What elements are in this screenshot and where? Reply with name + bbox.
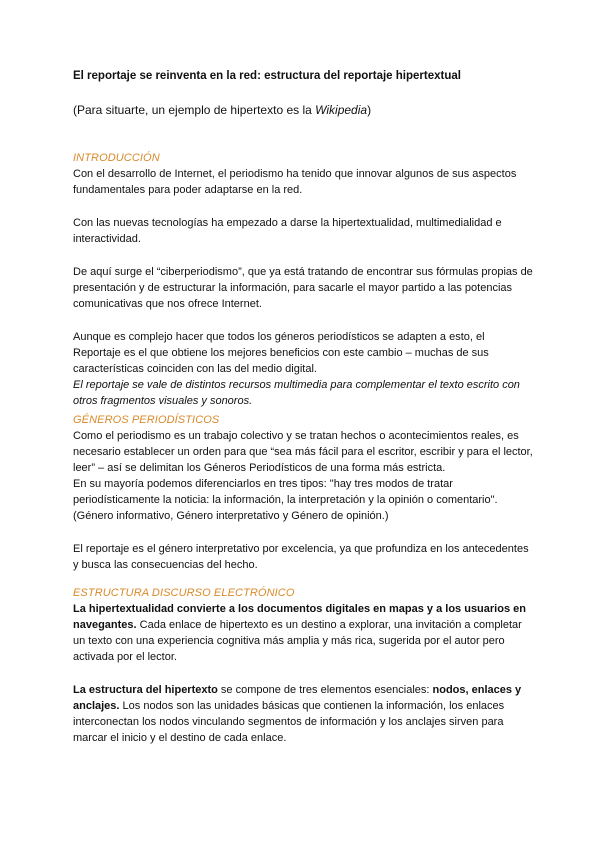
paragraph: De aquí surge el “ciberperiodismo”, que ya está tratando de encontrar sus fórmulas propias de presentación y de estructurar la información, para sacarle el mayor partido a las potencias comunicativas que nos ofrece Internet. bbox=[73, 266, 533, 310]
body-text: Los nodos son las unidades básicas que contienen la información, los enlaces interconectan los nodos vinculando segmentos de información y los anclajes sirven para marcar el inicio y el destino de cada enlace. bbox=[73, 700, 505, 744]
paragraph: El reportaje es el género interpretativo por excelencia, ya que profundiza en los antecedentes y busca las consecuencias del hecho. bbox=[73, 543, 529, 571]
paragraph: Como el periodismo es un trabajo colectivo y se tratan hechos o acontecimientos reales, es necesario establecer un orden para que “sea más fácil para el escritor, escribir y para el lector, leer” – así se delimitan los Géneros Periodísticos de una forma más estricta. bbox=[73, 430, 533, 474]
paragraph bbox=[73, 682, 535, 746]
body-text: se compone de tres elementos esenciales: bbox=[217, 684, 433, 696]
section-generos bbox=[73, 412, 535, 573]
section-heading: GÉNEROS PERIODÍSTICOS bbox=[73, 414, 220, 426]
paragraph: En su mayoría podemos diferenciarlos en tres tipos: "hay tres modos de tratar periodísticamente la noticia: la información, la interpretación y la opinión o comentario". (Género informativo, Género interpretativo y Género de opinión.) bbox=[73, 478, 498, 522]
paragraph: Con las nuevas tecnologías ha empezado a darse la hipertextualidad, multimedialidad e interactividad. bbox=[73, 217, 502, 245]
wikipedia-reference: Wikipedia bbox=[315, 103, 368, 117]
subtitle-text: (Para situarte, un ejemplo de hipertexto es la bbox=[73, 103, 316, 117]
section-introduccion bbox=[73, 150, 535, 409]
section-heading: ESTRUCTURA DISCURSO ELECTRÓNICO bbox=[73, 587, 295, 599]
paragraph bbox=[73, 601, 535, 665]
section-estructura bbox=[73, 585, 535, 746]
subtitle-close: ) bbox=[367, 103, 372, 117]
bold-text: La hipertextualidad convierte a los documentos digitales en mapas y a los usuarios en navegantes. bbox=[73, 603, 526, 631]
page-subtitle bbox=[73, 103, 543, 117]
paragraph: Con el desarrollo de Internet, el periodismo ha tenido que innovar algunos de sus aspectos fundamentales para poder adaptarse en la red. bbox=[73, 168, 517, 196]
body-text: Cada enlace de hipertexto es un destino a explorar, una invitación a completar un texto con una experiencia cognitiva más amplia y más rica, sugerida por el autor pero activada por el lector. bbox=[73, 619, 522, 663]
italic-paragraph: El reportaje se vale de distintos recursos multimedia para complementar el texto escrito con otros fragmentos visuales y sonoros. bbox=[73, 379, 520, 407]
paragraph: Aunque es complejo hacer que todos los géneros periodísticos se adapten a esto, el Reportaje es el que obtiene los mejores beneficios con este cambio – muchas de sus características coinciden con las del medio digital. bbox=[73, 331, 489, 375]
bold-text: nodos, enlaces y anclajes. bbox=[73, 684, 522, 712]
bold-text: La estructura del hipertexto bbox=[73, 684, 218, 696]
section-heading: INTRODUCCIÓN bbox=[73, 152, 160, 164]
page-title: El reportaje se reinventa en la red: estructura del reportaje hipertextual bbox=[73, 70, 461, 82]
